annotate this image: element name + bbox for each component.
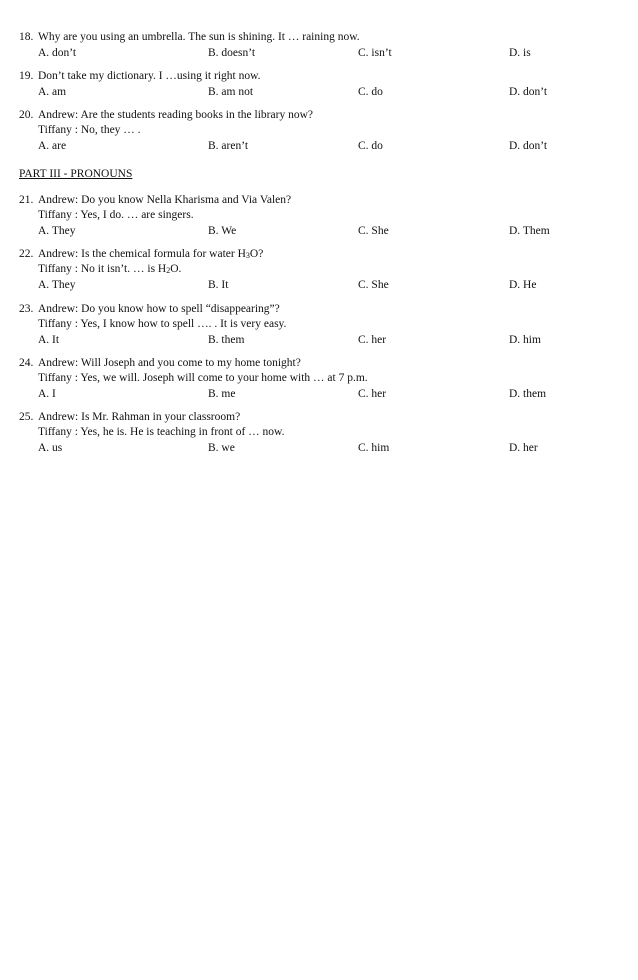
option-b: B. them: [208, 334, 245, 346]
option-b: B. me: [208, 388, 236, 400]
option-b: B. we: [208, 442, 235, 454]
option-d: D. He: [509, 279, 537, 291]
option-d: D. is: [509, 47, 531, 59]
option-d: D. them: [509, 388, 547, 400]
option-a: A. It: [38, 334, 60, 346]
reply-line: Tiffany : Yes, I know how to spell …. . It is very easy.: [38, 318, 287, 330]
question-number: 19.: [19, 70, 34, 82]
reply-line: Tiffany : Yes, we will. Joseph will come to your home with … at 7 p.m.: [38, 372, 368, 384]
question-number: 25.: [19, 411, 34, 423]
option-c: C. do: [358, 140, 383, 152]
option-a: A. don’t: [38, 47, 77, 59]
option-a: A. They: [38, 279, 76, 291]
option-b: B. It: [208, 279, 229, 291]
reply-line: [38, 262, 181, 276]
option-d: D. him: [509, 334, 541, 346]
question-number: 21.: [19, 194, 34, 206]
question-stem: Andrew: Will Joseph and you come to my home tonight?: [38, 357, 301, 369]
question-stem: Andrew: Do you know how to spell “disappearing”?: [38, 303, 280, 315]
option-a: A. am: [38, 86, 67, 98]
question-stem: Andrew: Is Mr. Rahman in your classroom?: [38, 411, 241, 423]
question-stem: Andrew: Do you know Nella Kharisma and Via Valen?: [38, 194, 292, 206]
option-d: D. her: [509, 442, 538, 454]
option-a: A. I: [38, 388, 56, 400]
option-d: D. don’t: [509, 86, 548, 98]
option-b: B. We: [208, 225, 237, 237]
question-stem: Don’t take my dictionary. I …using it right now.: [38, 70, 261, 82]
option-c: C. She: [358, 225, 389, 237]
option-d: D. Them: [509, 225, 550, 237]
question-number: 24.: [19, 357, 34, 369]
question-stem: Why are you using an umbrella. The sun is shining. It … raining now.: [38, 31, 360, 43]
subscript: 2: [166, 266, 171, 275]
option-b: B. aren’t: [208, 140, 249, 152]
option-c: C. him: [358, 442, 390, 454]
option-c: C. her: [358, 334, 387, 346]
subscript: 3: [245, 251, 250, 260]
option-d: D. don’t: [509, 140, 548, 152]
option-a: A. are: [38, 140, 67, 152]
section-heading-part-3: PART III - PRONOUNS: [19, 168, 133, 180]
reply-line: Tiffany : Yes, I do. … are singers.: [38, 209, 194, 221]
question-stem: Andrew: Are the students reading books in the library now?: [38, 109, 313, 121]
stem-text: Andrew: Is the chemical formula for water H: [38, 248, 246, 260]
question-number: 23.: [19, 303, 34, 315]
option-a: A. They: [38, 225, 76, 237]
option-a: A. us: [38, 442, 63, 454]
reply-text: Tiffany : No it isn’t. … is H: [38, 263, 167, 275]
option-b: B. doesn’t: [208, 47, 256, 59]
stem-text-end: O?: [249, 248, 264, 260]
option-c: C. She: [358, 279, 389, 291]
question-number: 18.: [19, 31, 34, 43]
option-c: C. do: [358, 86, 383, 98]
option-b: B. am not: [208, 86, 254, 98]
option-c: C. isn’t: [358, 47, 392, 59]
question-stem: [38, 247, 263, 261]
reply-line: Tiffany : No, they … .: [38, 124, 141, 136]
question-number: 22.: [19, 248, 34, 260]
option-c: C. her: [358, 388, 387, 400]
question-number: 20.: [19, 109, 34, 121]
reply-text-end: O.: [170, 263, 182, 275]
reply-line: Tiffany : Yes, he is. He is teaching in front of … now.: [38, 426, 285, 438]
